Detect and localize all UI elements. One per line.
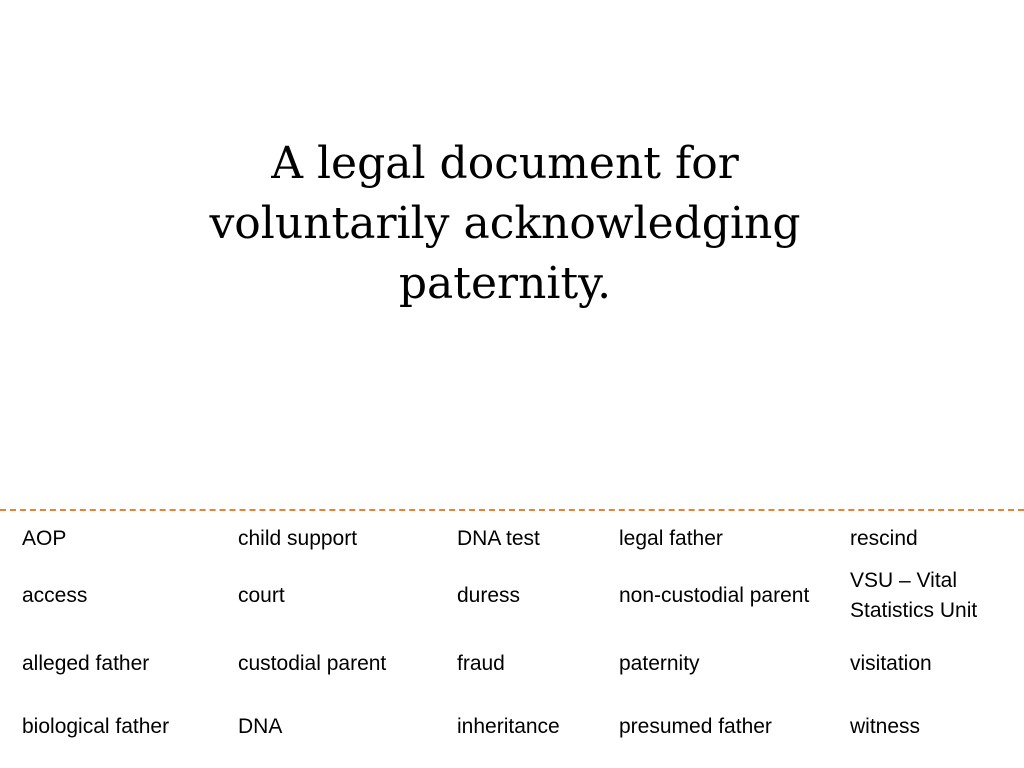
vocabulary-table [0, 516, 1024, 757]
term-cell: inheritance [457, 715, 560, 738]
term-cell: DNA [238, 715, 283, 738]
table-row [0, 562, 1024, 630]
term-cell: AOP [22, 527, 67, 550]
term-cell: custodial parent [238, 651, 387, 675]
term-cell: access [22, 584, 88, 607]
term-cell: VSU – Vital Statistics Unit [850, 569, 978, 622]
term-cell: non-custodial parent [619, 584, 810, 607]
definition-line: voluntarily acknowledging [209, 198, 801, 249]
term-cell: child support [238, 527, 358, 550]
table-row [0, 697, 1024, 757]
term-cell: presumed father [619, 715, 772, 738]
table-row [0, 516, 1024, 562]
definition-line: paternity. [398, 258, 612, 309]
term-cell: alleged father [22, 651, 150, 675]
term-cell: court [238, 584, 285, 607]
term-cell: DNA test [457, 527, 540, 550]
term-cell: witness [850, 715, 921, 738]
term-cell: duress [457, 584, 521, 607]
term-cell: fraud [457, 651, 505, 675]
definition-line: A legal document for [271, 138, 739, 189]
dashed-divider [0, 509, 1024, 511]
definition-text [0, 134, 1010, 314]
table-row [0, 630, 1024, 697]
term-cell: visitation [850, 651, 932, 675]
term-cell: paternity [619, 651, 700, 675]
term-cell: rescind [850, 527, 918, 550]
term-cell: biological father [22, 715, 170, 738]
term-cell: legal father [619, 527, 723, 550]
